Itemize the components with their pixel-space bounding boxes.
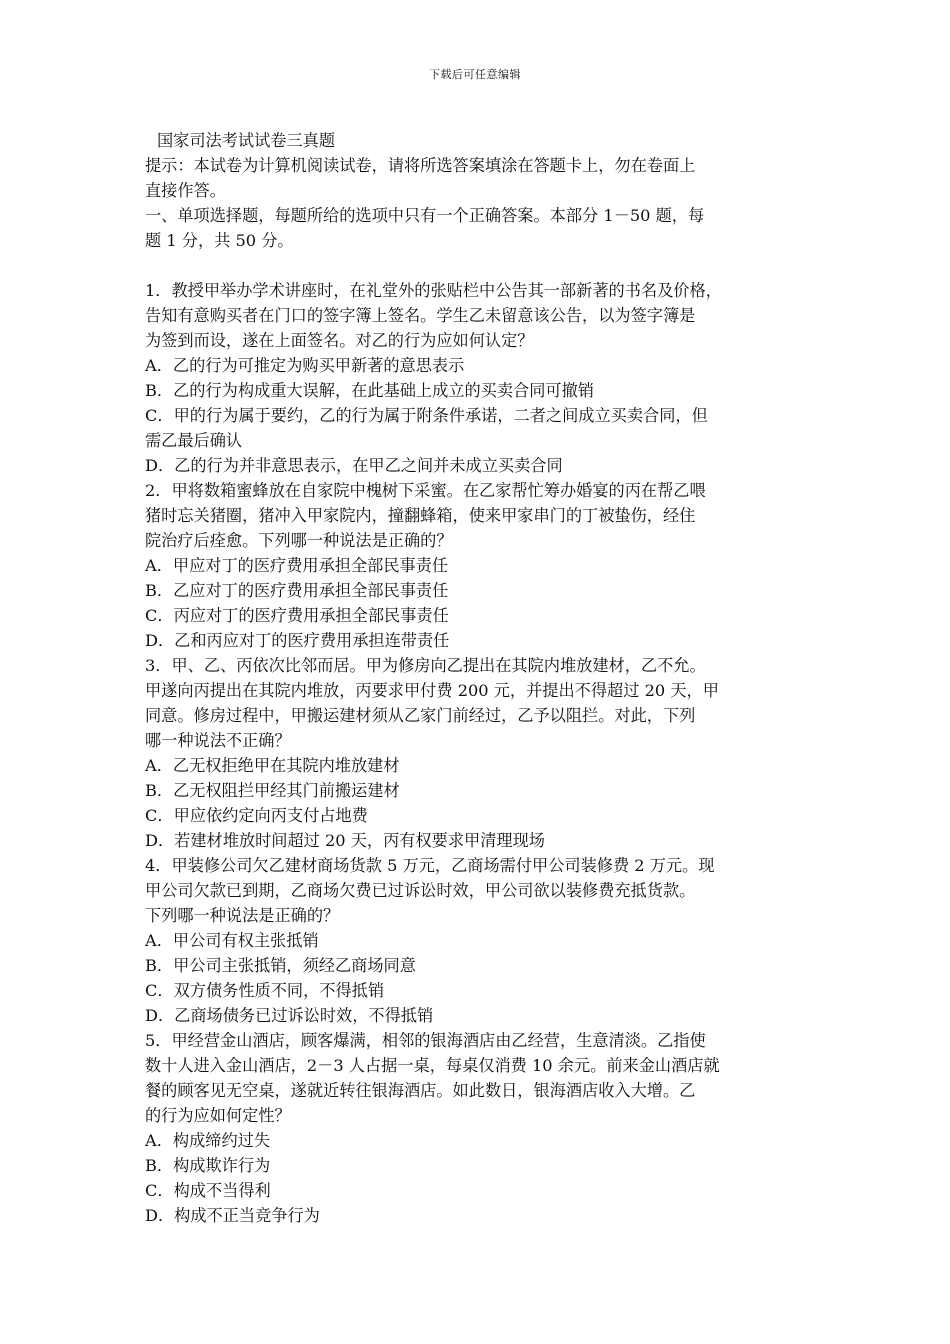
- option-line: D．乙的行为并非意思表示，在甲乙之间并未成立买卖合同: [145, 456, 563, 475]
- answer-option: [145, 1003, 815, 1028]
- option-line: 需乙最后确认: [145, 431, 243, 450]
- answer-option: [145, 978, 815, 1003]
- notice: [145, 153, 815, 203]
- question-line: 5．甲经营金山酒店，顾客爆满，相邻的银海酒店由乙经营，生意清淡。乙指使: [145, 1031, 706, 1050]
- answer-option: [145, 928, 815, 953]
- question-line: 哪一种说法不正确？: [145, 731, 291, 750]
- option-line: C．构成不当得利: [145, 1181, 271, 1200]
- question-block: [145, 1028, 815, 1228]
- answer-option: [145, 353, 815, 378]
- option-line: C．丙应对丁的医疗费用承担全部民事责任: [145, 606, 449, 625]
- section-instructions: [145, 203, 815, 253]
- option-line: A．甲公司有权主张抵销: [145, 931, 319, 950]
- question-line: 餐的顾客见无空桌，遂就近转往银海酒店。如此数日，银海酒店收入大增。乙: [145, 1081, 696, 1100]
- option-line: D．构成不正当竞争行为: [145, 1206, 320, 1225]
- answer-option: [145, 1203, 815, 1228]
- answer-option: [145, 378, 815, 403]
- notice-line: 直接作答。: [145, 181, 226, 200]
- question-line: 1．教授甲举办学术讲座时，在礼堂外的张贴栏中公告其一部新著的书名及价格，: [145, 281, 722, 300]
- question-block: [145, 278, 815, 478]
- answer-option: [145, 578, 815, 603]
- answer-option: [145, 828, 815, 853]
- question-stem: [145, 1028, 815, 1128]
- question-line: 3．甲、乙、丙依次比邻而居。甲为修房向乙提出在其院内堆放建材，乙不允。: [145, 656, 706, 675]
- option-line: B．乙的行为构成重大误解，在此基础上成立的买卖合同可撤销: [145, 381, 594, 400]
- question-stem: [145, 478, 815, 553]
- question-line: 为签到而设，遂在上面签名。对乙的行为应如何认定？: [145, 331, 534, 350]
- question-line: 数十人进入金山酒店，2－3 人占据一桌，每桌仅消费 10 余元。前来金山酒店就: [145, 1056, 720, 1075]
- question-line: 下列哪一种说法是正确的？: [145, 906, 340, 925]
- answer-option: [145, 753, 815, 778]
- question-line: 同意。修房过程中，甲搬运建材须从乙家门前经过，乙予以阻拦。对此，下列: [145, 706, 696, 725]
- option-line: D．乙和丙应对丁的医疗费用承担连带责任: [145, 631, 450, 650]
- exam-content: [145, 128, 815, 1228]
- option-line: B．乙应对丁的医疗费用承担全部民事责任: [145, 581, 449, 600]
- page-header: 下载后可任意编辑: [429, 68, 521, 81]
- option-line: A．甲应对丁的医疗费用承担全部民事责任: [145, 556, 449, 575]
- question-block: [145, 853, 815, 1028]
- question-block: [145, 653, 815, 853]
- answer-option: [145, 403, 815, 453]
- answer-option: [145, 453, 815, 478]
- answer-option: [145, 803, 815, 828]
- question-block: [145, 478, 815, 653]
- section-line: 一、单项选择题，每题所给的选项中只有一个正确答案。本部分 1－50 题，每: [145, 206, 705, 225]
- option-line: D．乙商场债务已过诉讼时效，不得抵销: [145, 1006, 434, 1025]
- option-line: B．甲公司主张抵销，须经乙商场同意: [145, 956, 416, 975]
- question-list: [145, 278, 815, 1228]
- option-line: C．甲的行为属于要约，乙的行为属于附条件承诺，二者之间成立买卖合同，但: [145, 406, 708, 425]
- answer-option: [145, 628, 815, 653]
- question-line: 4．甲装修公司欠乙建材商场货款 5 万元，乙商场需付甲公司装修费 2 万元。现: [145, 856, 715, 875]
- answer-option: [145, 778, 815, 803]
- question-line: 院治疗后痊愈。下列哪一种说法是正确的？: [145, 531, 453, 550]
- option-line: A．乙的行为可推定为购买甲新著的意思表示: [145, 356, 465, 375]
- blank-spacer: [145, 253, 815, 278]
- option-line: B．乙无权阻拦甲经其门前搬运建材: [145, 781, 400, 800]
- question-line: 的行为应如何定性？: [145, 1106, 291, 1125]
- answer-option: [145, 553, 815, 578]
- option-line: A．构成缔约过失: [145, 1131, 271, 1150]
- option-line: B．构成欺诈行为: [145, 1156, 271, 1175]
- question-stem: [145, 278, 815, 353]
- answer-option: [145, 953, 815, 978]
- question-line: 2．甲将数箱蜜蜂放在自家院中槐树下采蜜。在乙家帮忙筹办婚宴的丙在帮乙喂: [145, 481, 706, 500]
- question-line: 甲公司欠款已到期，乙商场欠费已过诉讼时效，甲公司欲以装修费充抵货款。: [145, 881, 696, 900]
- notice-line: 提示：本试卷为计算机阅读试卷，请将所选答案填涂在答题卡上，勿在卷面上: [145, 156, 696, 175]
- answer-option: [145, 1178, 815, 1203]
- question-stem: [145, 853, 815, 928]
- answer-option: [145, 603, 815, 628]
- exam-title: 国家司法考试试卷三真题: [157, 131, 336, 150]
- question-stem: [145, 653, 815, 753]
- question-line: 甲遂向丙提出在其院内堆放，丙要求甲付费 200 元，并提出不得超过 20 天，甲: [145, 681, 719, 700]
- option-line: C．双方债务性质不同，不得抵销: [145, 981, 385, 1000]
- option-line: A．乙无权拒绝甲在其院内堆放建材: [145, 756, 400, 775]
- option-line: D．若建材堆放时间超过 20 天，丙有权要求甲清理现场: [145, 831, 545, 850]
- answer-option: [145, 1128, 815, 1153]
- question-line: 告知有意购买者在门口的签字簿上签名。学生乙未留意该公告，以为签字簿是: [145, 306, 696, 325]
- answer-option: [145, 1153, 815, 1178]
- option-line: C．甲应依约定向丙支付占地费: [145, 806, 368, 825]
- question-line: 猪时忘关猪圈，猪冲入甲家院内，撞翻蜂箱，使来甲家串门的丁被蛰伤，经住: [145, 506, 696, 525]
- section-line: 题 1 分，共 50 分。: [145, 231, 294, 250]
